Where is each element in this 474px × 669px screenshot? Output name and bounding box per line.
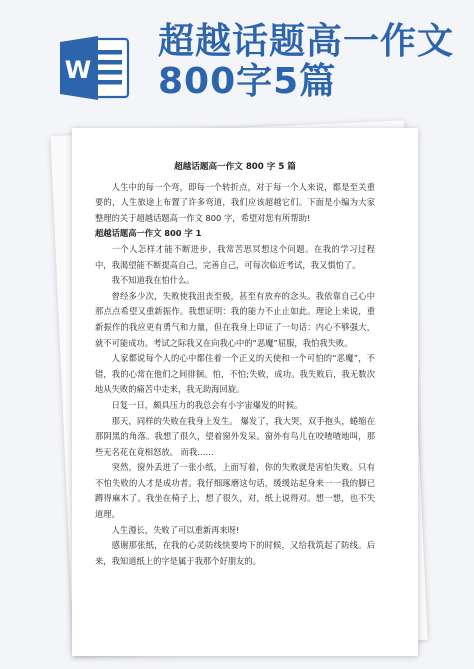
paragraph-8: 人生漫长，失败了可以重新再来呀! [111, 524, 240, 535]
banner-title [158, 22, 468, 102]
intro-paragraph: 人生中的每一个弯，即每一个转折点，对于每一个人来说，都是至关重要的，人生旅途上布置了许多弯道，我们应该超越它们。下面是小编为大家整理的关于超越话题高一作文 800 字，希望对您有所帮助! [95, 181, 375, 223]
paragraph-9: 感谢那张纸，在我的心灵防线快要垮下的时候，又给我筑起了防线。后来，我知道纸上的字是属于我那个好朋友的。 [95, 540, 375, 566]
section-heading: 超越话题高一作文 800 字 1 [95, 228, 202, 239]
paragraph-4: 人家都说每个人的心中都住着一个正义的天使和一个可怕的“恶魔”，不错，我的心常在他们之间徘徊。怕，不怕;失败，成功。我失败后，我无数次地从失败的痛苦中走来，我无助海回旋。 [95, 353, 375, 395]
banner [0, 0, 474, 128]
document-body [95, 160, 375, 569]
paragraph-2: 我不知道我在怕什么。 [111, 275, 195, 286]
document-title: 超越话题高一作文 800 字 5 篇 [174, 162, 296, 172]
banner-title-line2: 800字5篇 [158, 61, 337, 102]
word-document-icon [58, 33, 132, 103]
paragraph-1: 一个人怎样才能不断进步，我常苦思冥想这个问题。在我的学习过程中，我渴望能不断提高自己，完善自己，可每次临近考试，我又惧怕了。 [95, 243, 375, 270]
paragraph-5: 日复一日，颇具压力的我总会有小宇宙爆发的时候。 [111, 399, 303, 410]
word-icon-letter: W [64, 56, 92, 84]
paragraph-3: 曾经多少次，失败使我沮丧至极，甚至有放弃的念头。我依靠自己心中那点点希望又重新振作。我想证明：我的能力不止止如此。理论上来说，重新振作的我应更有勇气和力量，但在我身上印证了一句话：内心不够强大，就不可能成功。考试之际我又在向我心中的“恶魔”屈服，我怕我失败。 [95, 290, 375, 348]
paragraph-6: 那天，同样的失败在我身上发生。 爆发了，我大哭，双手抱头，蜷缩在那阴黑的角落。我想了很久，望着窗外发呆。窗外有鸟儿在咬喳喳地叫，那些无名花在竟相怒放。 而我…… [95, 415, 375, 457]
paragraph-7: 突然，窗外丢进了一张小纸，上面写着，你的失败就是害怕失败。只有不怕失败的人才是成功者。我仔细琢磨这句话，缓缓站起身来一一我的脚已蹲得麻木了。我坐在椅子上，想了很久，对，纸上说得对。想一想，也不失道理。 [95, 462, 375, 520]
banner-title-line1: 超越话题高一作文 [158, 21, 455, 62]
